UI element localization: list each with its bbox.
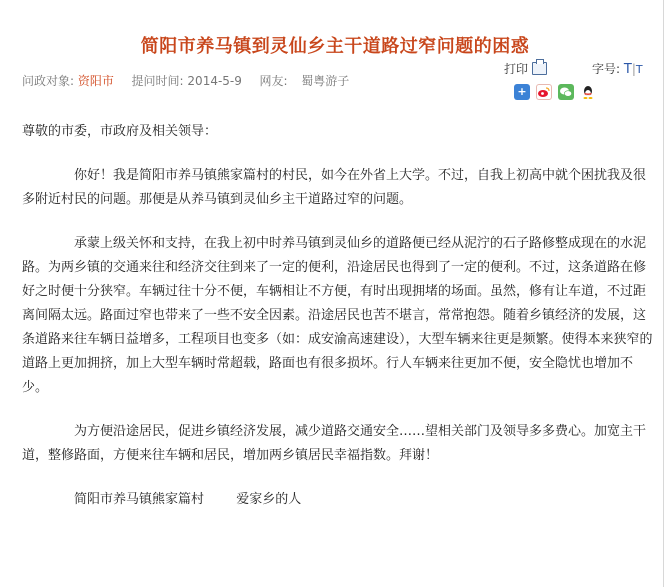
font-small-button[interactable]: T: [635, 63, 643, 76]
print-label: 打印: [504, 62, 529, 76]
font-large-button[interactable]: T: [623, 62, 632, 77]
paragraph-3: 为方便沿途居民，促进乡镇经济发展，减少道路交通安全……望相关部门及领导多多费心。加宽主干道，整修路面，方便来往车辆和居民，增加两乡镇居民幸福指数。拜谢！: [22, 424, 647, 463]
article-meta: [22, 72, 349, 89]
article-title: 简阳市养马镇到灵仙乡主干道路过窄问题的困惑: [140, 36, 530, 57]
paragraph-1: 你好！我是简阳市养马镇熊家篇村的村民，如今在外省上大学。不过，自我上初高中就个困扰我及很多附近村民的问题。那便是从养马镇到灵仙乡主干道路过窄的问题。: [22, 168, 647, 207]
print-button[interactable]: [504, 60, 547, 77]
printer-icon: [532, 62, 547, 75]
font-size-control: [592, 60, 643, 77]
paragraph-2: 承蒙上级关怀和支持，在我上初中时养马镇到灵仙乡的道路便已经从泥泞的石子路修整成现在的水泥路。为两乡镇的交通来往和经济交往到来了一定的便利，沿途居民也得到了一定的便利。不过，这条道路在修好之时便十分狭窄。车辆过往十分不便，车辆相让不方便，有时出现拥堵的场面。虽然，修有让车道，不过距离间隔太远。路面过窄也带来了一些不安全因素。沿途居民也苦不堪言，常常抱怨。随着乡镇经济的发展，这条道路来往车辆日益增多，工程项目也变多（如：成安渝高速建设），大型车辆来往更是频繁。使得本来狭窄的道路上更加拥挤，加上大型车辆时常超载，路面也有很多损坏。行人车辆来往更加不便，安全隐忧也增加不少。: [22, 236, 653, 395]
weibo-icon[interactable]: [536, 84, 552, 100]
article-body: [22, 120, 654, 512]
share-icons: [514, 84, 596, 100]
user-label: 网友:: [259, 74, 288, 88]
plus-share-icon[interactable]: +: [514, 84, 530, 100]
signature: [22, 488, 654, 512]
time-value: 2014-5-9: [187, 74, 242, 88]
target-label: 问政对象:: [22, 74, 75, 88]
target-link[interactable]: 资阳市: [77, 74, 114, 88]
time-label: 提问时间:: [131, 74, 184, 88]
signature-name: 爱家乡的人: [236, 492, 302, 507]
signature-place: 简阳市养马镇熊家篇村: [74, 492, 205, 507]
wechat-icon[interactable]: [558, 84, 574, 100]
qq-icon[interactable]: [580, 84, 596, 100]
user-value[interactable]: 蜀粤游子: [301, 74, 350, 88]
page-right-border: [663, 0, 664, 587]
font-separator: |: [631, 62, 636, 76]
font-size-label: 字号:: [592, 62, 621, 76]
greeting: 尊敬的市委，市政府及相关领导：: [22, 124, 218, 139]
